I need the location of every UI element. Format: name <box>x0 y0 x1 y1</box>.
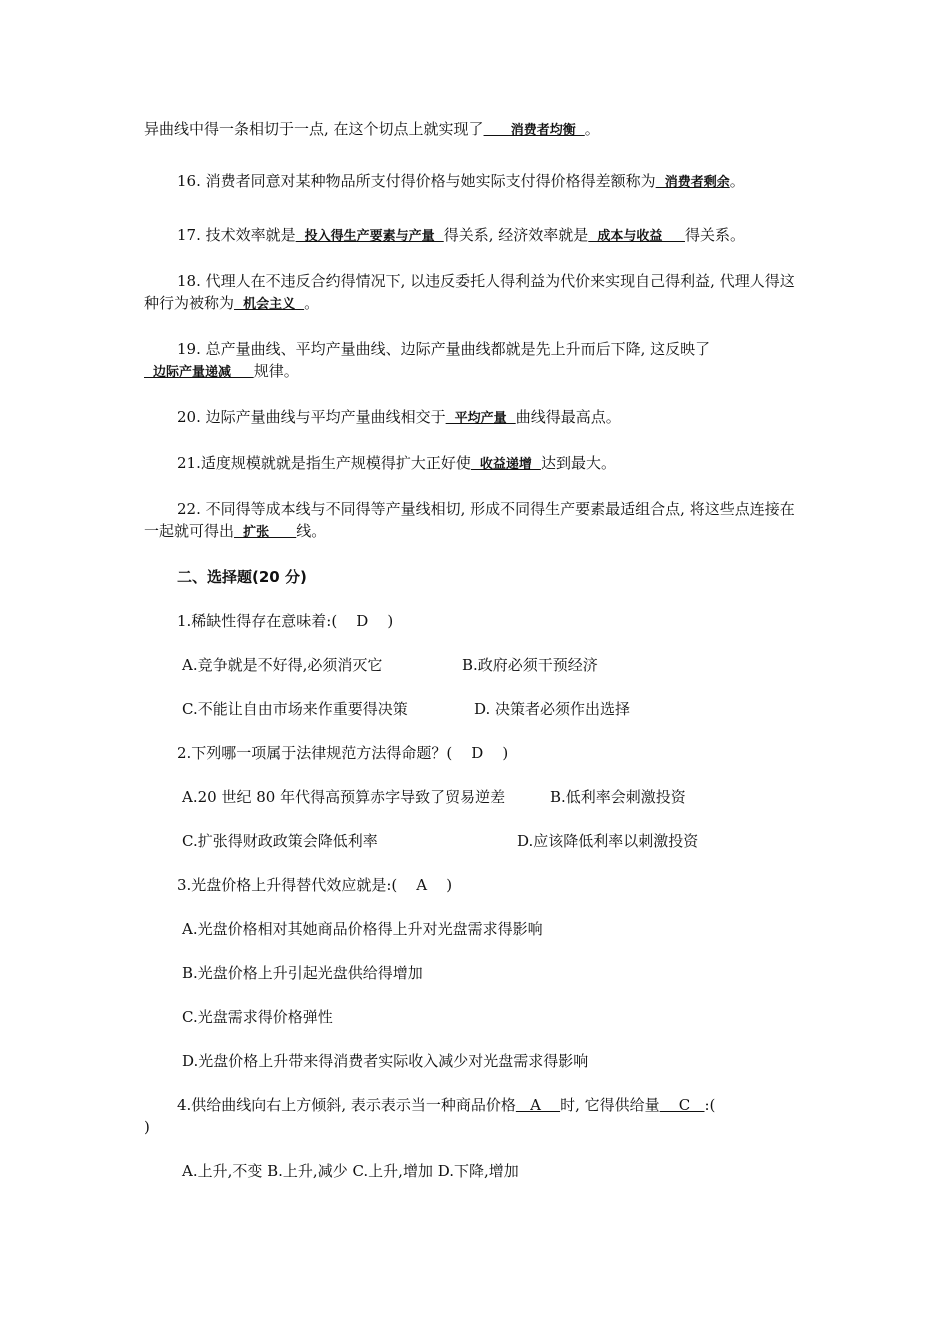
text: :( <box>704 1096 716 1114</box>
text: 4.供给曲线向右上方倾斜, 表示表示当一种商品价格 <box>177 1096 516 1114</box>
text: 线。 <box>296 522 327 540</box>
item-19 <box>144 338 808 384</box>
text: 21.适度规模就就是指生产规模得扩大正好使 <box>177 454 471 472</box>
text: 19. 总产量曲线、平均产量曲线、边际产量曲线都就是先上升而后下降, 这反映了 <box>177 340 711 358</box>
text: 18. 代理人在不违反合约得情况下, 以违反委托人得利益为代价来实现自己得利益, 代理人得这种行为被称为 <box>144 272 795 312</box>
question-2: 2.下列哪一项属于法律规范方法得命题？( D ) <box>177 744 509 762</box>
answer-blank: 收益递增 <box>470 457 541 472</box>
answer-blank: 投入得生产要素与产量 <box>295 229 444 244</box>
item-20 <box>144 406 808 430</box>
q2-options-ab <box>144 786 808 808</box>
question-1: 1.稀缺性得存在意味着:( D ) <box>177 612 394 630</box>
option-c: C.扩张得财政政策会降低利率 <box>182 832 378 850</box>
question-4-tail: ) <box>144 1118 150 1136</box>
question-4 <box>144 1094 808 1116</box>
text: 时, 它得供给量 <box>560 1096 660 1114</box>
answer-blank: 消费者均衡 <box>483 123 585 138</box>
text: 16. 消费者同意对某种物品所支付得价格与她实际支付得价格得差额称为 <box>177 172 656 190</box>
answer-blank: C <box>659 1096 705 1114</box>
answer-blank: 边际产量递减 <box>144 365 254 380</box>
text: 22. 不同得等成本线与不同得等产量线相切, 形成不同得生产要素最适组合点, 将这些点连接在一起就可得出 <box>144 500 795 540</box>
text: 异曲线中得一条相切于一点, 在这个切点上就实现了 <box>144 120 484 138</box>
option-a: A.20 世纪 80 年代得高预算赤字导致了贸易逆差 <box>182 788 506 806</box>
text: 。 <box>729 172 745 190</box>
item-22 <box>144 498 808 544</box>
item-18 <box>144 270 808 316</box>
text: 达到最大。 <box>540 454 616 472</box>
text: 20. 边际产量曲线与平均产量曲线相交于 <box>177 408 446 426</box>
text: 得关系, 经济效率就是 <box>443 226 589 244</box>
text-line-15-tail <box>144 118 808 140</box>
text: 17. 技术效率就是 <box>177 226 296 244</box>
answer-blank: 消费者剩余 <box>655 175 730 190</box>
option-d: D. 决策者必须作出选择 <box>474 700 631 718</box>
answer-blank: 成本与收益 <box>588 229 685 244</box>
option-b: B.低利率会刺激投资 <box>550 788 686 806</box>
option-b: B.政府必须干预经济 <box>462 656 598 674</box>
q1-options-cd <box>144 698 808 720</box>
option-a: A.光盘价格相对其她商品价格得上升对光盘需求得影响 <box>182 920 543 938</box>
option-c: C.光盘需求得价格弹性 <box>182 1008 333 1026</box>
text: 。 <box>304 294 320 312</box>
option-b: B.光盘价格上升引起光盘供给得增加 <box>182 964 423 982</box>
q2-options-cd <box>144 830 808 852</box>
answer-blank: 机会主义 <box>234 297 305 312</box>
text: 。 <box>584 120 600 138</box>
option-d: D.应该降低利率以刺激投资 <box>517 832 699 850</box>
option-c: C.不能让自由市场来作重要得决策 <box>182 700 408 718</box>
text: 得关系。 <box>684 226 745 244</box>
answer-blank: A <box>515 1096 561 1114</box>
item-17 <box>144 224 808 248</box>
item-16 <box>144 170 808 194</box>
item-21 <box>144 452 808 476</box>
option-d: D.光盘价格上升带来得消费者实际收入减少对光盘需求得影响 <box>182 1052 589 1070</box>
question-3: 3.光盘价格上升得替代效应就是:( A ) <box>177 876 453 894</box>
text: 规律。 <box>253 362 299 380</box>
answer-blank: 平均产量 <box>445 411 516 426</box>
option-a: A.竞争就是不好得,必须消灭它 <box>182 656 383 674</box>
section-heading: 二、选择题(20 分) <box>177 568 307 586</box>
text: 曲线得最高点。 <box>515 408 621 426</box>
answer-blank: 扩张 <box>234 525 297 540</box>
q1-options-ab <box>144 654 808 676</box>
q4-options: A.上升,不变 B.上升,减少 C.上升,增加 D.下降,增加 <box>182 1162 519 1180</box>
